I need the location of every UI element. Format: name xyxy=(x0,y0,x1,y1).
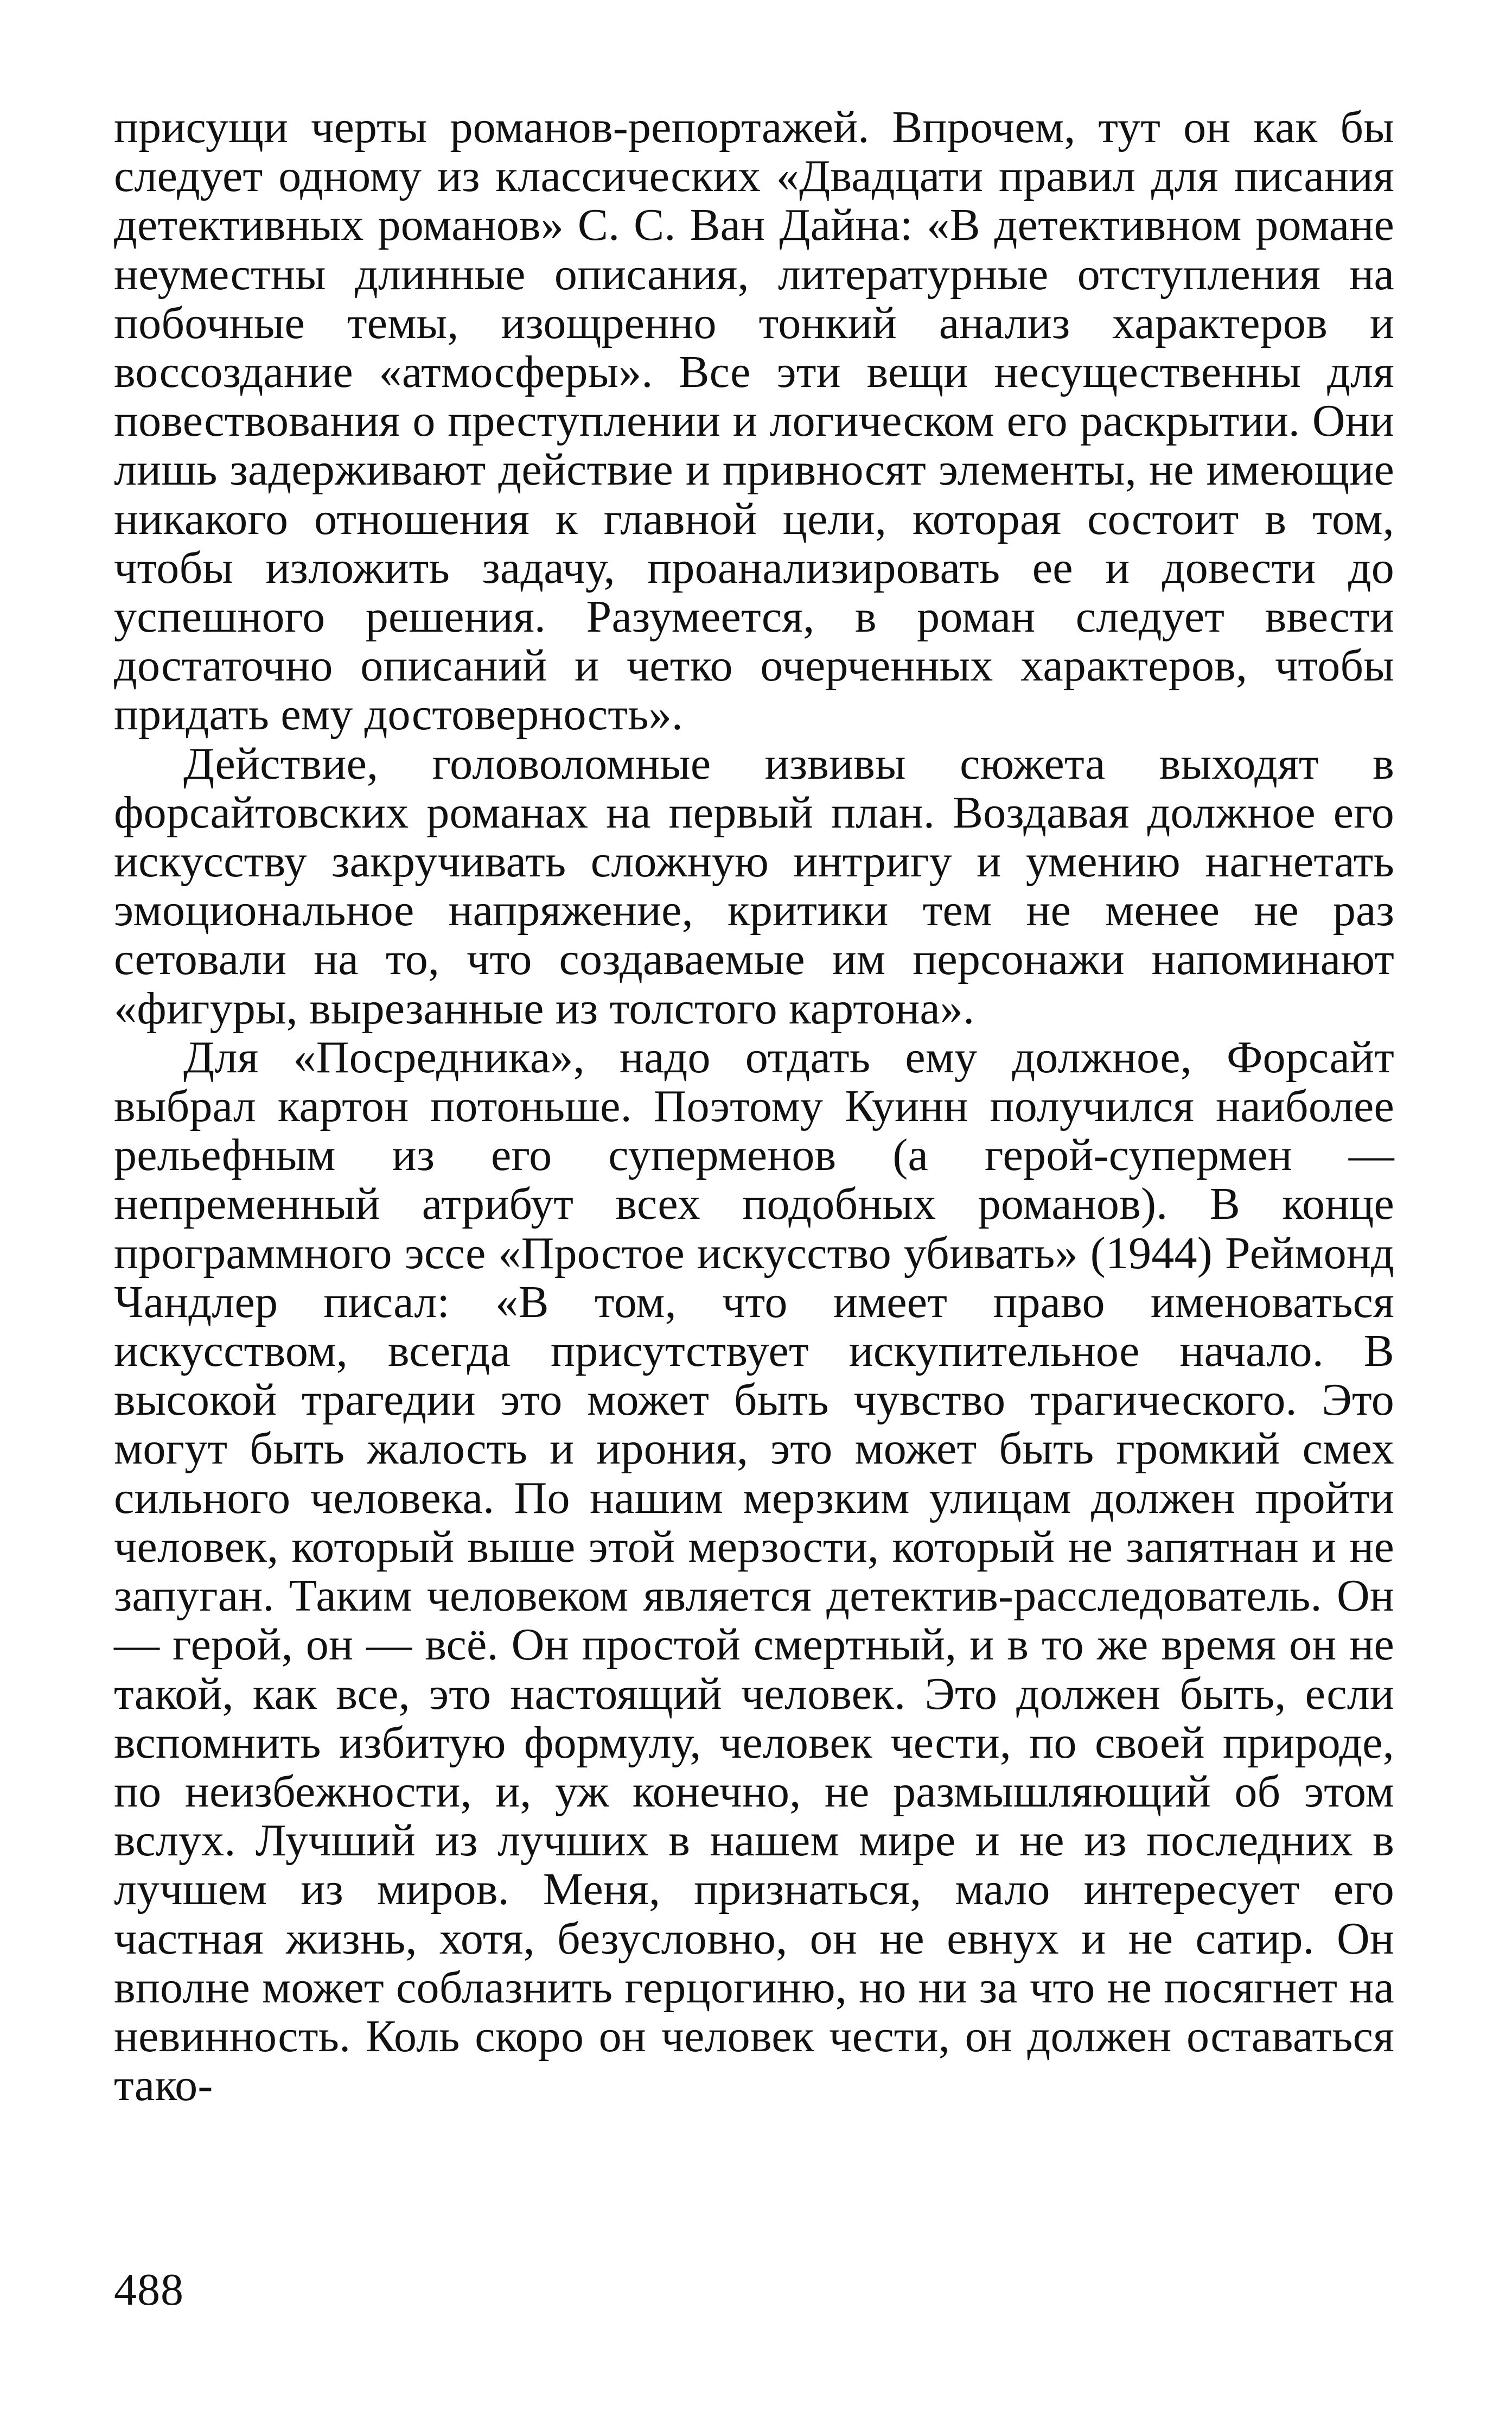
paragraph-1: присущи черты романов-репортажей. Впрочем, тут он как бы следует одному из классических «Двадцати правил для писания детективных романов» С. С. Ван Дайна: «В детективном романе неуместны длинные описания, литературные отступления на побочные темы, изощренно тонкий анализ характеров и воссоздание «атмосферы». Все эти вещи несущественны для повествования о преступлении и логическом его раскрытии. Они лишь задерживают действие и привносят элементы, не имеющие никакого отношения к главной цели, которая состоит в том, чтобы изложить задачу, проанализировать ее и довести до успешного решения. Разумеется, в роман следует ввести достаточно описаний и четко очерченных характеров, чтобы придать ему достоверность». xyxy=(114,102,1394,740)
page-number: 488 xyxy=(114,2265,184,2315)
body-text xyxy=(114,103,1394,2110)
paragraph-2: Действие, головоломные извивы сюжета выходят в форсайтовских романах на первый план. Воздавая должное его искусству закручивать сложную интригу и умению нагнетать эмоциональное напряжение, критики тем не менее не раз сетовали на то, что создаваемые им персонажи напоминают «фигуры, вырезанные из толстого картона». xyxy=(114,738,1394,1034)
book-page xyxy=(114,103,1394,2371)
paragraph-3: Для «Посредника», надо отдать ему должное, Форсайт выбрал картон потоньше. Поэтому Куинн получился наиболее рельефным из его суперменов (а герой-супермен — непременный атрибут всех подобных романов). В конце программного эссе «Простое искусство убивать» (1944) Реймонд Чандлер писал: «В том, что имеет право именоваться искусством, всегда присутствует искупительное начало. В высокой трагедии это может быть чувство трагического. Это могут быть жалость и ирония, это может быть громкий смех сильного человека. По нашим мерзким улицам должен пройти человек, который выше этой мерзости, который не запятнан и не запуган. Таким человеком является детектив-расследователь. Он — герой, он — всё. Он простой смертный, и в то же время он не такой, как все, это настоящий человек. Это должен быть, если вспомнить избитую формулу, человек чести, по своей природе, по неизбежности, и, уж конечно, не размышляющий об этом вслух. Лучший из лучших в нашем мире и не из последних в лучшем из миров. Меня, признаться, мало интересует его частная жизнь, хотя, безусловно, он не евнух и не сатир. Он вполне может соблазнить герцогиню, но ни за что не посягнет на невинность. Коль скоро он человек чести, он должен оставаться тако- xyxy=(114,1032,1394,2111)
